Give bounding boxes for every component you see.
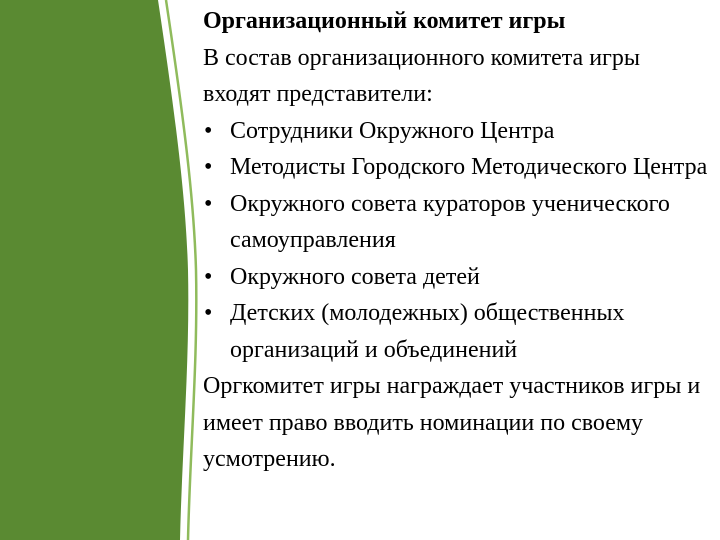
bullet-text: Детских (молодежных) общественных организаций и объединений bbox=[230, 300, 625, 363]
conclusion-text: Оргкомитет игры награждает участников игры и имеет право вводить номинации по своему усмотрению. bbox=[203, 373, 701, 472]
bullet-item bbox=[203, 149, 713, 186]
green-panel-shape bbox=[0, 0, 188, 540]
bullet-list bbox=[203, 113, 713, 369]
bullet-item bbox=[203, 113, 713, 150]
slide-title: Организационный комитет игры bbox=[203, 8, 566, 34]
intro-text: В состав организационного комитета игры входят представители: bbox=[203, 44, 641, 107]
bullet-dot: • bbox=[204, 117, 213, 144]
bullet-dot: • bbox=[204, 154, 213, 180]
bullet-dot: • bbox=[204, 190, 213, 217]
green-side-panel bbox=[0, 0, 200, 540]
slide-content bbox=[203, 3, 713, 478]
bullet-text: Сотрудники Окружного Центра bbox=[230, 117, 555, 144]
bullet-item bbox=[203, 259, 713, 296]
bullet-text: Окружного совета детей bbox=[230, 263, 480, 290]
bullet-dot: • bbox=[204, 300, 213, 326]
bullet-text: Окружного совета кураторов ученического самоуправления bbox=[230, 190, 670, 253]
bullet-dot: • bbox=[204, 263, 213, 290]
bullet-text: Методисты Городского Методического Центра bbox=[230, 154, 708, 180]
bullet-item bbox=[203, 186, 713, 259]
bullet-item bbox=[203, 295, 713, 368]
